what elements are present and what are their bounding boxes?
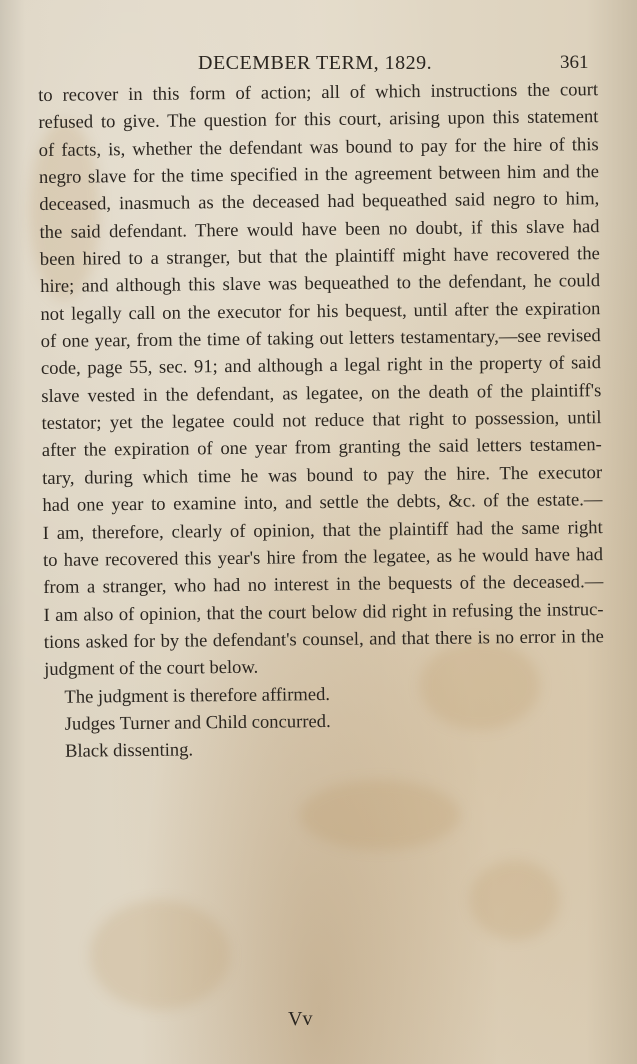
text-line: The judgment is therefore affirmed. [64,683,331,708]
text-line: had one year to examine into, and settle the debts, &c. of the estate.— [42,489,603,517]
text-line: Black dissenting. [64,739,194,763]
text-line: refused to give. The question for this court, arising upon this statement [38,106,599,134]
text-line: after the expiration of one year from granting the said letters testamen- [41,434,602,462]
text-line: tary, during which time he was bound to pay the hire. The executor [42,461,603,489]
running-head: DECEMBER TERM, 1829. [198,52,433,74]
text-line: code, page 55, sec. 91; and although a legal right in the property of said [40,352,602,380]
text-line: testator; yet the legatee could not reduce that right to possession, until [41,407,602,435]
foxing-stain [90,900,230,1010]
foxing-stain [300,780,460,850]
text-line: to have recovered this year's hire from the legatee, as he would have had [42,543,604,571]
body-text [38,76,605,765]
text-line: from a stranger, who had no interest in the bequests of the deceased.— [43,571,604,599]
text-line: been hired to a stranger, but that the plaintiff might have recovered the [39,243,600,271]
text-line: judgment of the court below. [44,656,259,681]
text-line: tions asked for by the defendant's counsel, and that there is no error in the [43,625,604,653]
page-number: 361 [560,52,589,73]
text-line: hire; and although this slave was bequeathed to the defendant, he could [40,270,601,298]
text-line: negro slave for the time specified in the agreement between him and the [38,161,600,189]
text-line: Judges Turner and Child concurred. [64,710,331,735]
text-line: deceased, inasmuch as the deceased had bequeathed said negro to him, [39,188,600,216]
text-line: the said defendant. There would have been no doubt, if this slave had [39,215,600,243]
text-line: slave vested in the defendant, as legatee, on the death of the plaintiff's [41,379,602,407]
text-line: not legally call on the executor for his bequest, until after the expiration [40,297,601,325]
text-line: of one year, from the time of taking out letters testamentary,—see revised [40,325,601,353]
text-line: to recover in this form of action; all of which instructions the court [38,79,599,106]
text-line: I am also of opinion, that the court below did right in refusing the instruc- [43,598,604,626]
text-line: of facts, is, whether the defendant was bound to pay for the hire of this [38,133,599,161]
signature-mark: Vv [288,1008,313,1030]
text-line: I am, therefore, clearly of opinion, that the plaintiff had the same right [42,516,603,544]
foxing-stain [470,860,560,940]
